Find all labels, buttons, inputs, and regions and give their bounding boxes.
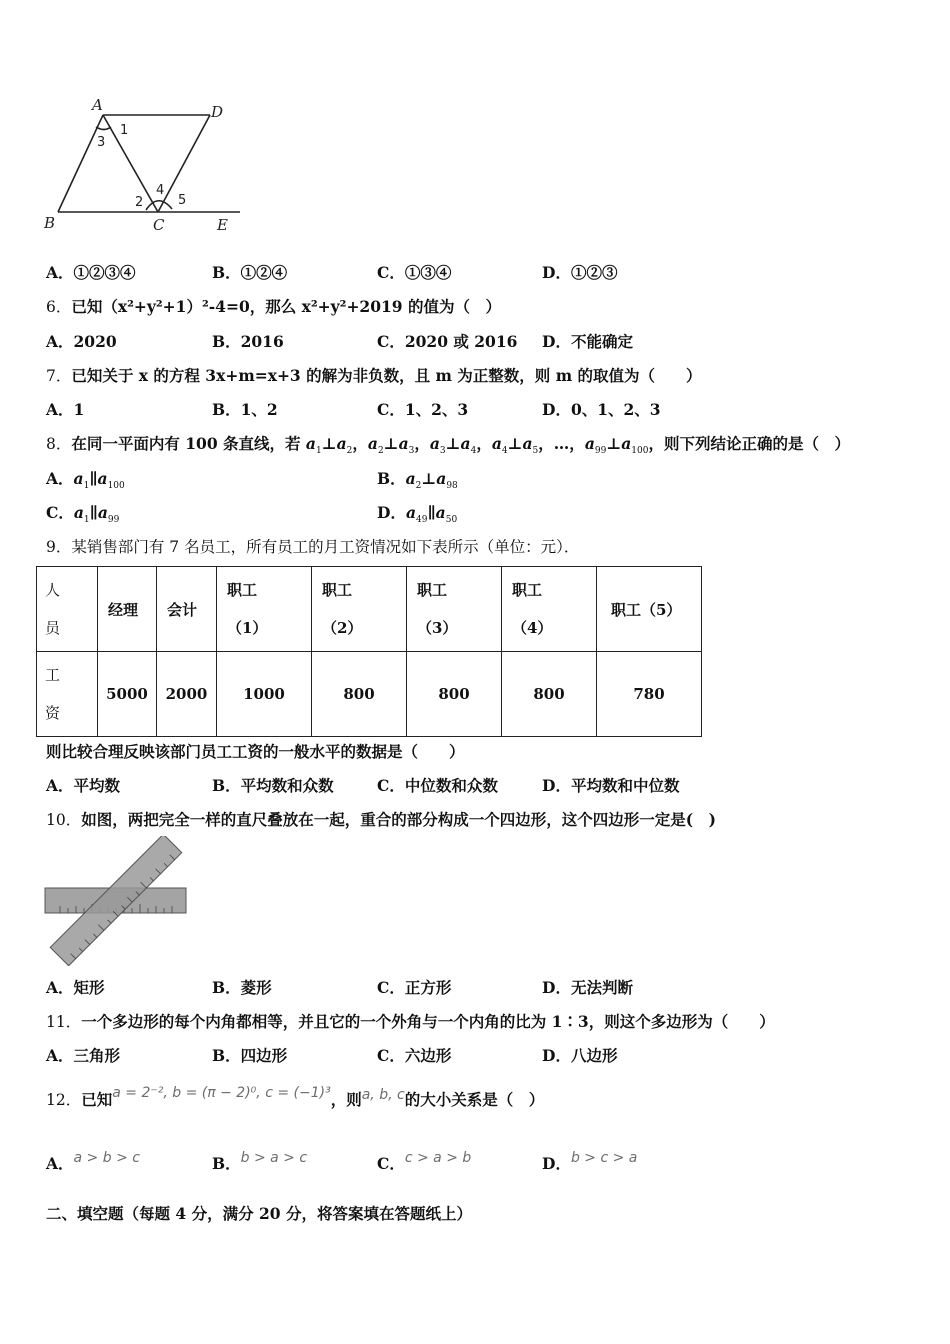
q8-seq-3: $a_3\perp a_4$ xyxy=(429,434,477,457)
angle-3: 3 xyxy=(97,135,106,150)
label-D: D xyxy=(211,103,224,121)
label-B: B xyxy=(44,214,56,232)
header-staff-2: 职工 （2） xyxy=(312,567,407,652)
label-E: E xyxy=(217,216,228,234)
q5-option-c: C．①③④ xyxy=(377,263,452,282)
table-row xyxy=(37,652,702,737)
q11-option-b: B．四边形 xyxy=(212,1046,288,1065)
q10-option-d: D．无法判断 xyxy=(542,978,633,997)
angle-2: 2 xyxy=(135,195,144,210)
q12-option-c: C．c > a > b xyxy=(377,1150,472,1173)
row-label-salary: 工 资 xyxy=(37,652,98,737)
q9-option-c: C．中位数和众数 xyxy=(377,776,498,795)
salary-table xyxy=(36,566,702,737)
q10-option-c: C．正方形 xyxy=(377,978,452,997)
q11-option-d: D．八边形 xyxy=(542,1046,618,1065)
q7-option-d: D．0、1、2、3 xyxy=(542,400,661,419)
angle-4: 4 xyxy=(156,183,165,198)
q8-option-a: A．$a_1\parallel a_{100}$ xyxy=(46,469,125,492)
question-8: 8．在同一平面内有 100 条直线，若 $a_1\perp a_2$，$a_2\perp a_3$，$a_3\perp a_4$，$a_4\perp a_5$，…，$a_{99}\perp a_{100}$，则下列结论正确的是（ ） xyxy=(46,434,850,457)
question-6 xyxy=(46,295,501,317)
question-12: 12．已知a = 2⁻², b = (π − 2)⁰, c = (−1)³，则a, b, c的大小关系是（ ） xyxy=(46,1085,545,1109)
q12-number: 12． xyxy=(46,1091,82,1109)
q9-text: 某销售部门有 7 名员工，所有员工的月工资情况如下表所示（单位：元）． xyxy=(71,538,580,556)
q9-number: 9． xyxy=(46,538,72,556)
table-row xyxy=(37,567,702,652)
question-7 xyxy=(46,364,702,386)
salary-staff-3: 800 xyxy=(407,652,502,737)
q8-option-d: D．$a_{49}\parallel a_{50}$ xyxy=(377,503,458,526)
q7-text: 已知关于 x 的方程 3x+m=x+3 的解为非负数，且 m 为正整数，则 m 的取值为（ ） xyxy=(71,366,702,385)
question-10 xyxy=(46,808,716,830)
q10-option-b: B．菱形 xyxy=(212,978,272,997)
q11-option-c: C．六边形 xyxy=(377,1046,452,1065)
label-A: A xyxy=(92,96,103,114)
header-accountant: 会计 xyxy=(157,567,217,652)
q8-number: 8． xyxy=(46,435,72,453)
q6-option-c: C．2020 或 2016 xyxy=(377,332,518,351)
q8-seq-2: $a_2\perp a_3$ xyxy=(367,434,415,457)
q9-option-b: B．平均数和众数 xyxy=(212,776,334,795)
header-staff-3: 职工 （3） xyxy=(407,567,502,652)
q8-option-c: C．$a_1\parallel a_{99}$ xyxy=(46,503,120,526)
q9-option-a: A．平均数 xyxy=(46,776,121,795)
header-staff-5: 职工（5） xyxy=(597,567,702,652)
header-manager: 经理 xyxy=(98,567,157,652)
q6-text: 已知（x²+y²+1）²-4=0，那么 x²+y²+2019 的值为（ ） xyxy=(71,297,501,316)
q11-number: 11． xyxy=(46,1013,82,1031)
q6-option-d: D．不能确定 xyxy=(542,332,633,351)
q7-option-b: B．1、2 xyxy=(212,400,278,419)
angle-1: 1 xyxy=(120,123,129,138)
header-staff-4: 职工 （4） xyxy=(502,567,597,652)
q5-option-a: A．①②③④ xyxy=(46,263,136,282)
q12-option-d: D．b > c > a xyxy=(542,1150,638,1173)
q12-vars: a, b, c xyxy=(361,1087,405,1103)
q7-option-a: A．1 xyxy=(46,400,85,419)
q12-option-a: A．a > b > c xyxy=(46,1150,140,1173)
row-label-staff: 人 员 xyxy=(37,567,98,652)
q11-text: 一个多边形的每个内角都相等，并且它的一个外角与一个内角的比为 1∶3，则这个多边形为（ ） xyxy=(81,1012,775,1031)
question-9 xyxy=(46,535,579,557)
q8-seq-4: $a_4\perp a_5$ xyxy=(491,434,539,457)
q10-option-a: A．矩形 xyxy=(46,978,105,997)
label-C: C xyxy=(153,216,165,234)
q7-option-c: C．1、2、3 xyxy=(377,400,469,419)
salary-staff-4: 800 xyxy=(502,652,597,737)
salary-staff-5: 780 xyxy=(597,652,702,737)
q8-option-b: B．$a_2\perp a_{98}$ xyxy=(377,469,458,492)
salary-manager: 5000 xyxy=(98,652,157,737)
q10-text: 如图，两把完全一样的直尺叠放在一起，重合的部分构成一个四边形，这个四边形一定是( ) xyxy=(81,810,716,829)
header-staff-1: 职工 （1） xyxy=(217,567,312,652)
q6-number: 6． xyxy=(46,298,72,316)
q6-option-a: A．2020 xyxy=(46,332,117,351)
parallelogram-figure xyxy=(40,96,240,236)
rulers-figure xyxy=(42,836,192,966)
q9-option-d: D．平均数和中位数 xyxy=(542,776,680,795)
q5-option-b: B．①②④ xyxy=(212,263,288,282)
q6-option-b: B．2016 xyxy=(212,332,284,351)
q12-option-b: B．b > a > c xyxy=(212,1150,308,1173)
section-2-heading: 二、填空题（每题 4 分，满分 20 分，将答案填在答题纸上） xyxy=(46,1204,472,1223)
salary-accountant: 2000 xyxy=(157,652,217,737)
q8-seq-1: $a_1\perp a_2$ xyxy=(305,434,353,457)
q10-number: 10． xyxy=(46,811,82,829)
q9-followup: 则比较合理反映该部门员工工资的一般水平的数据是（ ） xyxy=(46,742,465,761)
q11-option-a: A．三角形 xyxy=(46,1046,121,1065)
q8-text-pre: 在同一平面内有 100 条直线，若 xyxy=(71,434,306,453)
angle-5: 5 xyxy=(178,193,187,208)
q8-seq-last: $a_{99}\perp a_{100}$ xyxy=(584,434,649,457)
q7-number: 7． xyxy=(46,367,72,385)
q8-text-post: ，则下列结论正确的是（ ） xyxy=(648,434,850,453)
salary-staff-2: 800 xyxy=(312,652,407,737)
salary-staff-1: 1000 xyxy=(217,652,312,737)
q12-expression: a = 2⁻², b = (π − 2)⁰, c = (−1)³ xyxy=(112,1085,331,1101)
q5-option-d: D．①②③ xyxy=(542,263,618,282)
question-11 xyxy=(46,1010,775,1032)
